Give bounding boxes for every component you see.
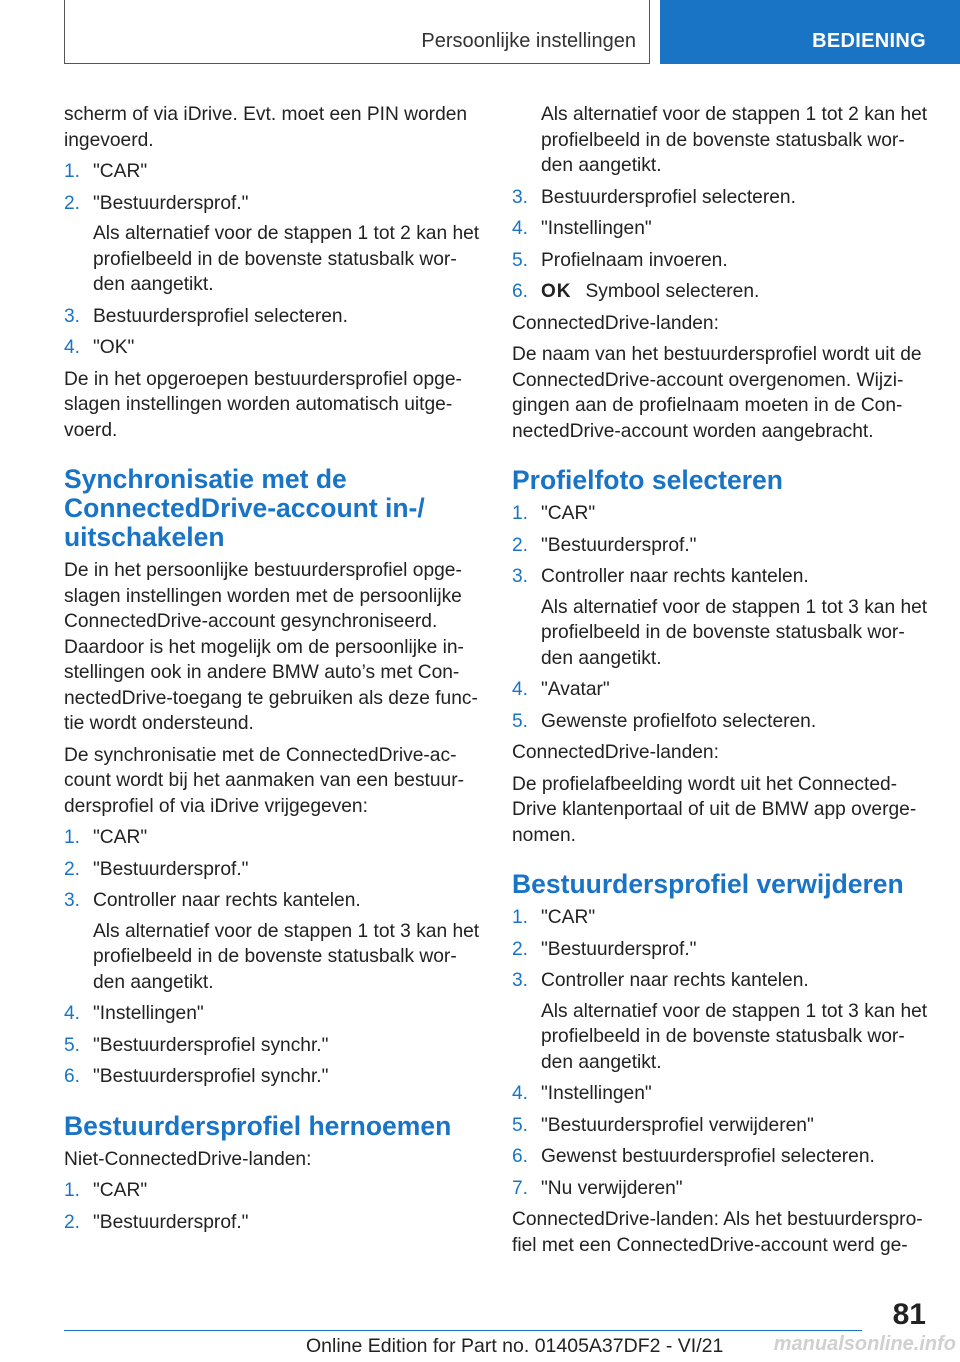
step-text: "Instellingen" [541,1083,652,1104]
edition-info: Online Edition for Part no. 01405A37DF2 - VI/21 [306,1335,724,1357]
step-number: 4. [64,1003,81,1024]
step-number: 5. [512,710,529,732]
step-item [64,191,480,217]
page-number: 81 [892,1298,926,1331]
step-text: "Instellingen" [93,1003,204,1024]
step-number: 4. [512,1083,529,1104]
step-number: 2. [64,1211,81,1233]
paragraph: ConnectedDrive-landen: [512,742,719,763]
chapter-tab-label: BEDIENING [812,30,926,52]
step-text: Bestuurdersprofiel selecteren. [93,305,348,327]
step-item [512,1113,928,1139]
step-item [64,159,480,185]
heading-delete: Bestuurdersprofiel verwijderen [512,869,904,899]
ok-symbol-icon: OK [541,281,572,302]
paragraph: Niet-ConnectedDrive-landen: [64,1148,312,1170]
paragraph: De in het opgeroepen bestuurdersprofiel opge-slagen instellingen worden automatisch uitge-voerd. [64,368,462,441]
steps-list [64,1178,480,1235]
step-text: Symbool selecteren. [585,281,760,302]
chapter-tab [660,0,960,64]
step-number: 1. [512,907,529,928]
step-text: "CAR" [541,503,596,524]
step-number: 4. [512,218,529,239]
step-item [64,335,480,361]
step-number: 3. [64,890,81,911]
step-text: "Nu verwijderen" [541,1177,683,1199]
step-number: 3. [512,186,529,208]
step-item [512,501,928,527]
steps-list [64,159,480,361]
step-text: "Bestuurdersprof." [541,534,697,556]
step-item [64,825,480,851]
step-text: "Bestuurdersprofiel synchr." [93,1034,329,1056]
step-note: Als alternatief voor de stappen 1 tot 2 kan het profielbeeld in de bovenste statusbalk wor-den aangetikt. [93,223,480,295]
step-item [64,1064,480,1090]
step-text: Controller naar rechts kantelen. [541,566,809,587]
step-number: 1. [64,827,81,848]
step-text: "Instellingen" [541,218,652,239]
step-text: "Bestuurdersprofiel synchr." [93,1066,329,1087]
step-number: 5. [512,249,529,271]
paragraph: De synchronisatie met de ConnectedDrive-ac-count wordt bij het aanmaken van een bestuur-dersprofiel of via iDrive vrijgegeven: [64,744,464,817]
step-text: "CAR" [93,1180,148,1201]
step-text: "Bestuurdersprof." [93,192,249,214]
step-number: 4. [64,337,81,358]
step-note: Als alternatief voor de stappen 1 tot 3 kan het profielbeeld in de bovenste statusbalk wor-den aangetikt. [93,920,480,993]
step-item [512,937,928,963]
step-text: "Bestuurdersprof." [541,938,697,960]
step-number: 1. [64,1180,81,1201]
step-item [64,304,480,330]
step-item [512,248,928,274]
heading-photo: Profielfoto selecteren [512,465,783,495]
step-item [512,1144,928,1170]
intro-paragraph: scherm of via iDrive. Evt. moet een PIN worden ingevoerd. [64,104,468,151]
step-number: 2. [512,534,529,556]
step-item [512,279,928,305]
steps-list [512,185,928,274]
step-item [64,1001,480,1027]
step-item [512,709,928,735]
step-number: 2. [64,192,81,214]
step-number: 7. [512,1177,529,1199]
heading-sync: Synchronisatie met de ConnectedDrive-account in-/ uitschakelen [64,464,425,552]
steps-list [64,825,480,1090]
step-text: "Avatar" [541,679,610,700]
step-number: 6. [512,281,529,302]
step-number: 6. [64,1066,81,1087]
paragraph: De profielafbeelding wordt uit het Connected-Drive klantenportaal of uit de BMW app overge-nomen. [512,773,917,846]
step-number: 6. [512,1146,529,1167]
step-text: Profielnaam invoeren. [541,249,728,271]
right-column [512,102,928,1264]
step-number: 1. [64,161,81,182]
step-number: 1. [512,503,529,524]
steps-list [512,905,928,1201]
step-item [512,905,928,931]
step-item [512,216,928,242]
section-title: Persoonlijke instellingen [421,30,636,52]
step-text: Gewenste profielfoto selecteren. [541,710,817,732]
step-number: 5. [64,1034,81,1056]
step-item [64,857,480,883]
step-item [512,1176,928,1202]
step-item [64,1033,480,1059]
step-number: 5. [512,1114,529,1136]
step-item [64,1178,480,1204]
step-text: "CAR" [541,907,596,928]
step-number: 2. [512,938,529,960]
step-text: "Bestuurdersprof." [93,858,249,880]
step-note: Als alternatief voor de stappen 1 tot 3 kan het profielbeeld in de bovenste statusbalk wor-den aangetikt. [541,596,928,669]
step-text: Gewenst bestuurdersprofiel selecteren. [541,1146,875,1167]
step-item [64,1210,480,1236]
paragraph: De in het persoonlijke bestuurdersprofiel opge-slagen instellingen worden met de persoonlijke ConnectedDrive-account gesynchroniseerd. Daardoor is het mogelijk om de persoonlijke in-stellingen ook in andere BMW auto’s met Con-nectedDrive-toegang te gebruiken als deze func-tie wordt ondersteund. [64,560,478,734]
step-number: 2. [64,858,81,880]
step-number: 3. [64,305,81,327]
step-text: Controller naar rechts kantelen. [93,890,361,911]
watermark: manualsonline.info [773,1333,956,1355]
step-text: "OK" [93,337,135,358]
heading-rename: Bestuurdersprofiel hernoemen [64,1110,452,1141]
step-number: 4. [512,679,529,700]
step-item [512,185,928,211]
step-number: 3. [512,970,529,991]
steps-list [512,501,928,734]
step-item [512,1081,928,1107]
paragraph: ConnectedDrive-landen: [512,312,719,334]
step-item [64,888,480,914]
step-text: Bestuurdersprofiel selecteren. [541,186,796,208]
step-number: 3. [512,566,529,587]
step-text: "Bestuurdersprofiel verwijderen" [541,1114,814,1136]
step-item [512,968,928,994]
step-text: "CAR" [93,161,148,182]
step-text: "Bestuurdersprof." [93,1211,249,1233]
step-note: Als alternatief voor de stappen 1 tot 3 kan het profielbeeld in de bovenste statusbalk wor-den aangetikt. [541,1000,928,1073]
left-column [64,102,480,1241]
paragraph: ConnectedDrive-landen: Als het bestuurderspro-fiel met een ConnectedDrive-account werd ge- [512,1209,923,1256]
step-note: Als alternatief voor de stappen 1 tot 2 kan het profielbeeld in de bovenste statusbalk wor-den aangetikt. [541,104,928,176]
step-text: Controller naar rechts kantelen. [541,970,809,991]
step-item [512,564,928,590]
paragraph: De naam van het bestuurdersprofiel wordt uit de ConnectedDrive-account overgenomen. Wijzi-gingen aan de profielnaam moeten in de Con-nectedDrive-account worden aangebracht. [512,344,922,442]
footer-divider [64,1330,862,1331]
step-text: "CAR" [93,827,148,848]
step-item [512,533,928,559]
step-item [512,677,928,703]
